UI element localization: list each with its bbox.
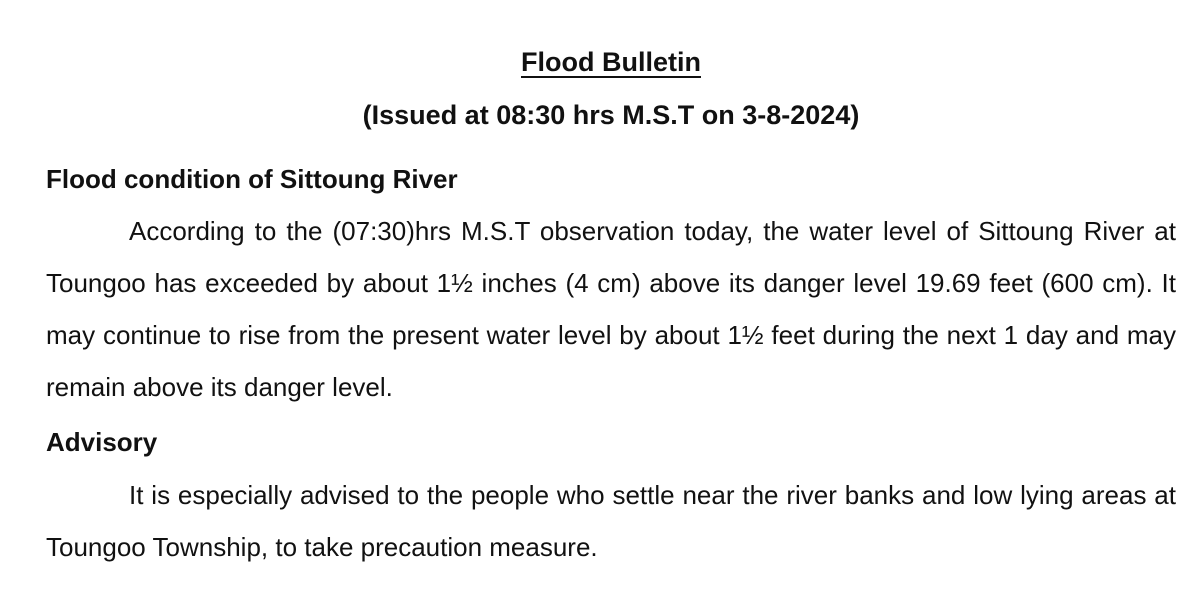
section-heading-flood-condition: Flood condition of Sittoung River bbox=[46, 164, 458, 194]
bulletin-issued-line: (Issued at 08:30 hrs M.S.T on 3-8-2024) bbox=[362, 100, 860, 130]
section-body-flood-condition: According to the (07:30)hrs M.S.T observation today, the water level of Sittoung River at Toungoo has exceeded by about 1½ inches (4 cm) above its danger level 19.69 feet (600 cm). It may continue to rise from the present water level by about 1½ feet during the next 1 day and may remain above its danger level. bbox=[46, 216, 1176, 402]
section-heading-advisory: Advisory bbox=[46, 427, 158, 457]
section-body-advisory: It is especially advised to the people who settle near the river banks and low lying areas at Toungoo Township, to take precaution measure. bbox=[46, 480, 1176, 562]
bulletin-title bbox=[0, 44, 1200, 80]
bulletin-title-text: Flood Bulletin bbox=[521, 47, 701, 77]
